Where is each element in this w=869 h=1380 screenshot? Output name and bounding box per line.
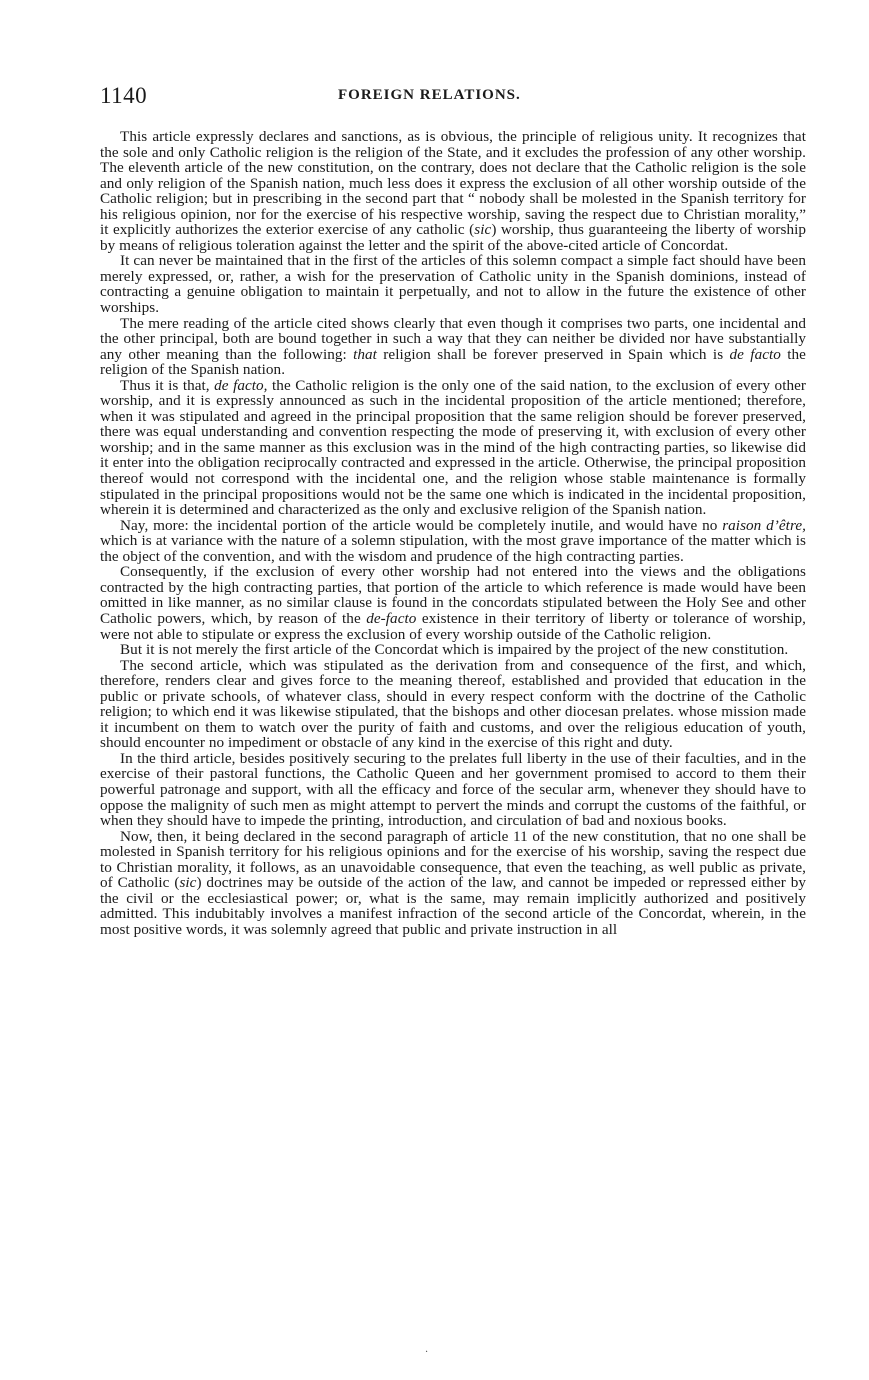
italic-term: raison d’être,	[722, 516, 806, 534]
italic-term: sic	[179, 874, 197, 892]
paragraph	[100, 751, 806, 829]
paragraph-text: Nay, more: the incidental portion of the article would be completely inutile, and would have no	[120, 516, 723, 534]
paragraph-text: the Catholic religion is the only one of the said nation, to the exclusion of every other worship, and it is expressly announced as such in the incidental proposition of the article mentioned; therefore, when it was stipulated and agreed in the principal proposition that the same religion should be forever preserved, there was equal understanding and convention respecting the mode of preserving it, with exclusion of every other worship; and in the same manner as this exclusion was in the mind of the high contracting parties, so likewise did it enter into the obligation reciprocally contracted and expressed in the article. Otherwise, the principal proposition thereof would not correspond with the incidental one, and the religion whose stable maintenance is formally stipulated in the principal propositions would not be the same one which is indicated in the incidental proposition, wherein it is determined and characterized as the only and exclusive religion of the Spanish nation.	[100, 376, 807, 519]
paragraph-text: Consequently, if the exclusion of every other worship had not entered into the views and the obligations contracted by the high contracting parties, that portion of the article to which reference is made would have been omitted in like manner, as no similar clause is found in the concordats stipulated between the Holy See and other Catholic powers, which, by reason of the	[100, 563, 806, 627]
paragraph-text: This article expressly declares and sanctions, as is obvious, the principle of religious unity. It recognizes that the sole and only Catholic religion is the religion of the State, and it excludes the profession of any other worship. The eleventh article of the new constitution, on the contrary, does not declare that the Catholic religion is the sole and only religion of the Spanish nation, much less does it express the exclusion of all other worship outside of the Catholic religion; but in prescribing in the second part that “ nobody shall be molested in the Spanish territory for his religious opinion, nor for the exercise of his respective worship, saving the respect due to Christian morality,” it explicitly authorizes the exterior exercise of any catholic (	[100, 128, 806, 239]
paragraph	[100, 316, 806, 378]
paragraph-text: Now, then, it being declared in the second paragraph of article 11 of the new constitution, that no one shall be molested in Spanish territory for his religious opinions and for the exercise of his worship, saving the respect due to Christian morality, it follows, as an unavoidable consequence, that even the teaching, as well public as private, of Catholic (	[100, 827, 806, 892]
paragraph-text: The mere reading of the article cited shows clearly that even though it comprises two parts, one incidental and the other principal, both are bound together in such a way that they can neither be divided nor have substantially any other meaning than the following:	[100, 314, 806, 363]
paragraph-text: which is at variance with the nature of a solemn stipulation, with the most grave importance of the matter which is the object of the convention, and with the wisdom and prudence of the high contracting parties.	[100, 532, 806, 565]
paragraph	[100, 642, 806, 658]
paragraph	[100, 378, 806, 518]
page-mark: ·	[425, 1347, 429, 1358]
paragraph-text: But it is not merely the first article of the Concordat which is impaired by the project of the new constitution.	[120, 641, 789, 659]
paragraph	[100, 829, 806, 938]
italic-term: that	[353, 345, 377, 363]
paragraph-text: It can never be maintained that in the first of the articles of this solemn compact a simple fact should have been merely expressed, or, rather, a wish for the preservation of Catholic unity in the Spanish dominions, instead of contracting a genuine obligation to maintain it perpetually, and not to allow in the future the existence of other worships.	[100, 252, 806, 317]
italic-term: de facto,	[214, 376, 268, 394]
paragraph-text: religion shall be forever preserved in Spain which is	[376, 345, 730, 363]
paragraph	[100, 129, 806, 253]
italic-term: de-facto	[366, 609, 417, 627]
paragraph-text: Thus it is that,	[120, 376, 215, 394]
paragraph-text: the religion of the Spanish nation.	[100, 345, 806, 379]
paragraph-text: In the third article, besides positively securing to the prelates full liberty in the use of their faculties, and in the exercise of their pastoral functions, the Catholic Queen and her government promised to accord to them their powerful patronage and support, with all the efficacy and force of the secular arm, whenever they should have to oppose the malignity of such men as might attempt to pervert the minds and corrupt the customs of the faithful, or when they should have to impede the printing, introduction, and circulation of bad and noxious books.	[100, 749, 806, 830]
paragraph	[100, 658, 806, 751]
paragraph-text: existence in their territory of liberty or tolerance of worship, were not able to stipulate or express the exclusion of every worship outside of the Catholic religion.	[100, 609, 806, 643]
running-head: FOREIGN RELATIONS.	[338, 87, 521, 103]
paragraph	[100, 518, 806, 565]
paragraph-text: The second article, which was stipulated as the derivation from and consequence of the first, and which, therefore, renders clear and gives force to the meaning thereof, established and provided that education in the public or private schools, of whatever class, should in every respect conform with the doctrine of the Catholic religion; to which end it was likewise stipulated, that the bishops and other diocesan prelates. whose mission made it incumbent on them to watch over the purity of faith and customs, and over the religious education of youth, should encounter no impediment or obstacle of any kind in the exercise of this right and duty.	[100, 656, 806, 752]
page-header	[100, 83, 805, 109]
body-text	[100, 129, 806, 937]
paragraph-text: ) doctrines may be outside of the action of the law, and cannot be impeded or repressed either by the civil or the ecclesiastical power; or, what is the same, may remain implicitly authorized and positively admitted. This indubitably involves a manifest infraction of the second article of the Concordat, wherein, in the most positive words, it was solemnly agreed that public and private instruction in all	[100, 874, 806, 938]
italic-term: de facto	[729, 345, 781, 363]
italic-term: sic	[474, 221, 492, 239]
paragraph-text: ) worship, thus guaranteeing the liberty of worship by means of religious toleration against the letter and the spirit of the above-cited article of Concordat.	[100, 221, 807, 254]
page-number: 1140	[100, 83, 148, 108]
paragraph	[100, 253, 806, 315]
paragraph	[100, 564, 806, 642]
